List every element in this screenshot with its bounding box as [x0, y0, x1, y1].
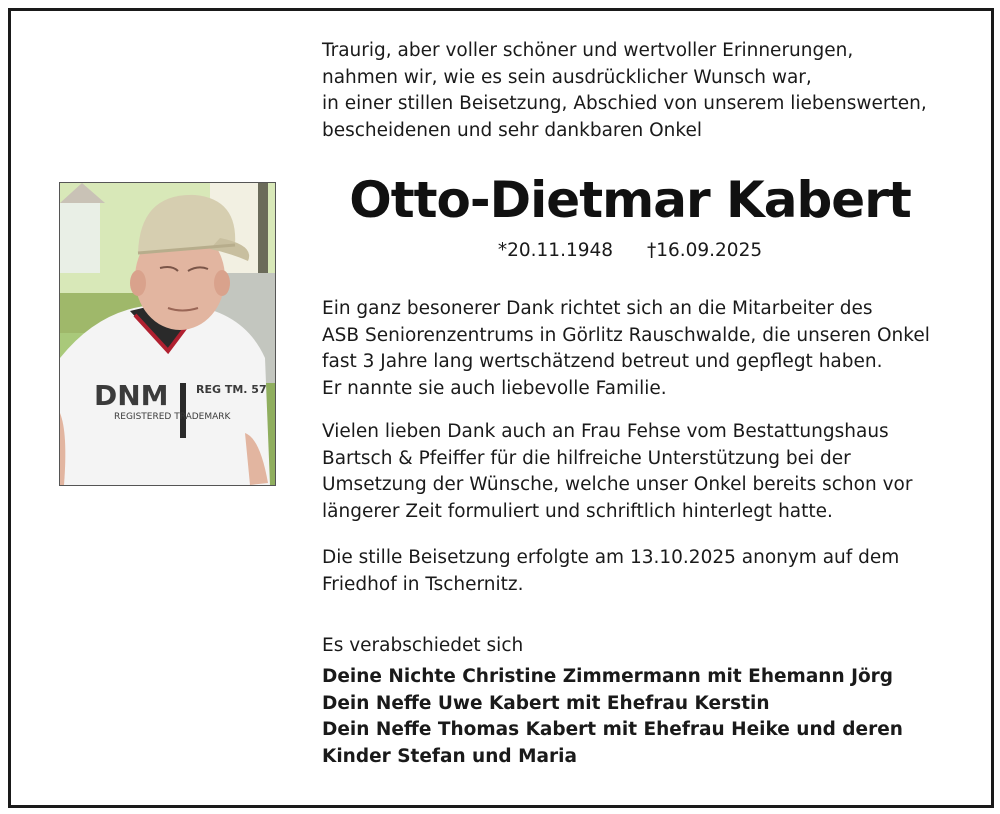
paragraph-line: längerer Zeit formuliert und schriftlich hinterlegt hatte. — [322, 500, 833, 522]
intro-line: bescheidenen und sehr dankbaren Onkel — [322, 119, 702, 141]
paragraph-line: Vielen lieben Dank auch an Frau Fehse vom Bestattungshaus — [322, 421, 889, 442]
signer-line: Dein Neffe Uwe Kabert mit Ehefrau Kerstin — [322, 692, 770, 714]
portrait-photo — [59, 182, 276, 486]
intro-line: in einer stillen Beisetzung, Abschied von unserem liebenswerten, — [322, 93, 927, 114]
signers-list — [322, 664, 962, 770]
death-date: †16.09.2025 — [646, 240, 763, 261]
signer-line: Deine Nichte Christine Zimmermann mit Ehemann Jörg — [322, 666, 894, 687]
burial-paragraph — [322, 545, 962, 598]
farewell-text: Es verabschiedet sich — [322, 635, 524, 656]
signer-line: Dein Neffe Thomas Kabert mit Ehefrau Heike und deren — [322, 719, 903, 740]
intro-line: nahmen wir, wie es sein ausdrücklicher Wunsch war, — [322, 66, 812, 88]
paragraph-line: ASB Seniorenzentrums in Görlitz Rauschwalde, die unseren Onkel — [322, 324, 930, 346]
paragraph-line: fast 3 Jahre lang wertschätzend betreut und gepflegt haben. — [322, 351, 883, 372]
paragraph-line: Umsetzung der Wünsche, welche unser Onkel bereits schon vor — [322, 474, 913, 495]
shirt-print-reg: REG TM. 57 — [196, 383, 267, 396]
shirt-print-dnm: DNM — [94, 379, 169, 412]
deceased-name: Otto-Dietmar Kabert — [349, 171, 911, 229]
paragraph-line: Ein ganz besonerer Dank richtet sich an die Mitarbeiter des — [322, 298, 873, 319]
intro-text — [322, 38, 962, 144]
shirt-print-trademark: REGISTERED TRADEMARK — [114, 412, 231, 422]
life-dates — [322, 240, 938, 261]
thanks-paragraph-1 — [322, 296, 962, 402]
birth-date: *20.11.1948 — [497, 240, 614, 261]
thanks-paragraph-2 — [322, 419, 962, 525]
paragraph-line: Er nannte sie auch liebevolle Familie. — [322, 377, 667, 399]
intro-line: Traurig, aber voller schöner und wertvoller Erinnerungen, — [322, 40, 854, 61]
portrait-photo-drawing — [60, 183, 275, 485]
signer-line: Kinder Stefan und Maria — [322, 745, 577, 767]
paragraph-line: Die stille Beisetzung erfolgte am 13.10.2025 anonym auf dem — [322, 547, 900, 568]
paragraph-line: Bartsch & Pfeiffer für die hilfreiche Unterstützung bei der — [322, 447, 851, 469]
paragraph-line: Friedhof in Tschernitz. — [322, 573, 524, 595]
